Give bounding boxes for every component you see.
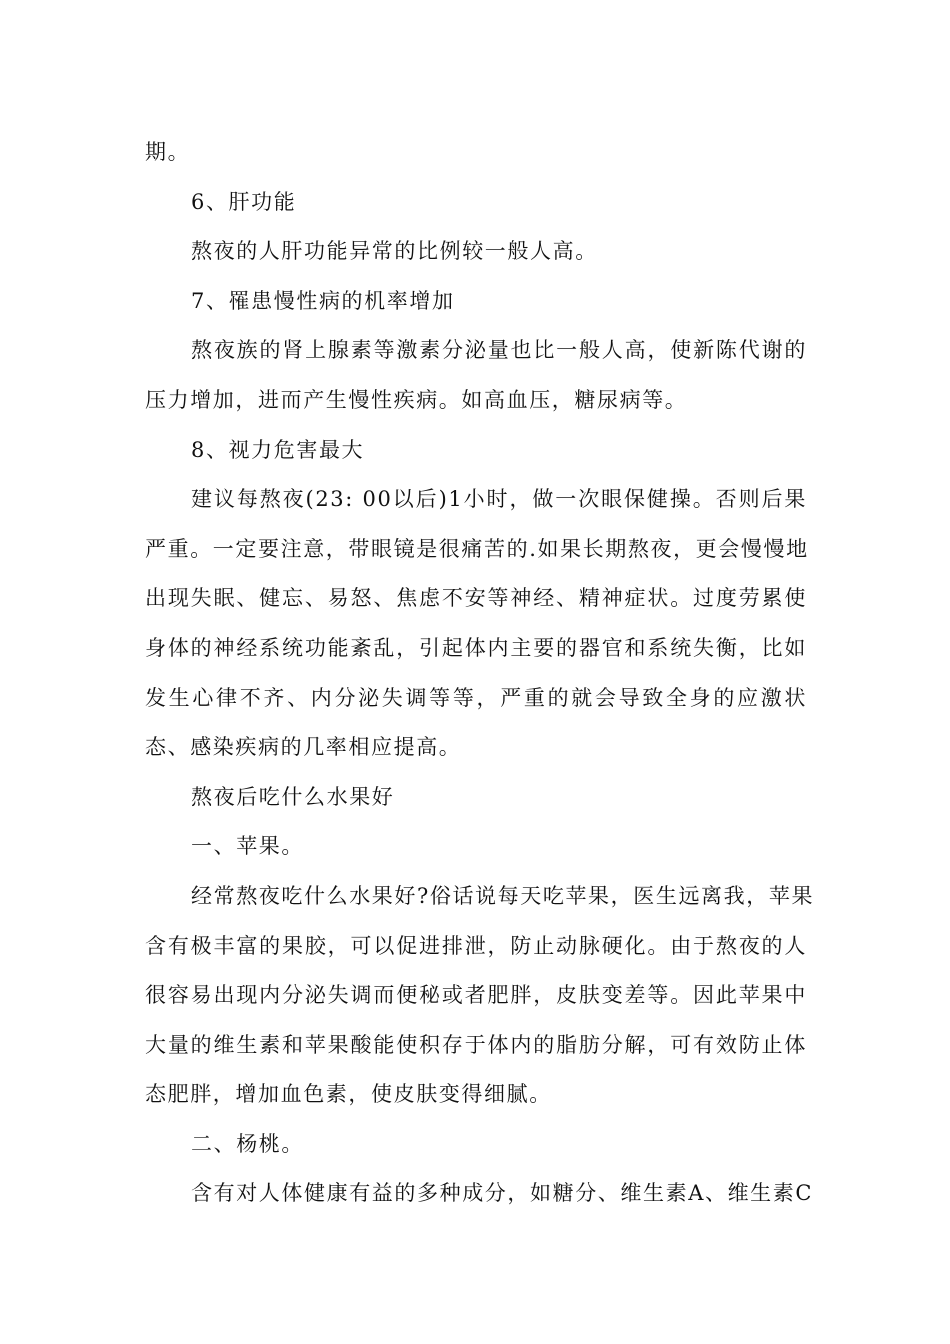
text-line: 建议每熬夜(23: 00以后)1小时，做一次眼保健操。否则后果 — [191, 487, 807, 512]
text-line: 态、感染疾病的几率相应提高。 — [145, 735, 462, 760]
text-line: 8、视力危害最大 — [191, 437, 365, 462]
text-line: 出现失眠、健忘、易怒、焦虑不安等神经、精神症状。过度劳累使 — [145, 586, 807, 611]
text-line: 6、肝功能 — [191, 189, 297, 214]
text-line: 大量的维生素和苹果酸能使积存于体内的脂肪分解，可有效防止体 — [145, 1032, 807, 1057]
document-body — [145, 128, 815, 1219]
text-line: 熬夜的人肝功能异常的比例较一般人高。 — [191, 239, 598, 264]
text-line: 熬夜后吃什么水果好 — [191, 784, 395, 809]
text-line: 压力增加，进而产生慢性疾病。如高血压，糖尿病等。 — [145, 387, 688, 412]
text-line: 态肥胖，增加血色素，使皮肤变得细腻。 — [145, 1082, 552, 1107]
text-line: 二、杨桃。 — [191, 1131, 304, 1156]
text-line: 期。 — [145, 140, 191, 164]
text-line: 7、罹患慢性病的机率增加 — [191, 288, 455, 313]
text-line: 一、苹果。 — [191, 834, 304, 859]
text-line: 熬夜族的肾上腺素等激素分泌量也比一般人高，使新陈代谢的 — [191, 338, 807, 363]
text-line: 严重。一定要注意，带眼镜是很痛苦的.如果长期熬夜，更会慢慢地 — [145, 536, 809, 561]
text-line: 身体的神经系统功能紊乱，引起体内主要的器官和系统失衡，比如 — [145, 635, 807, 660]
text-line: 经常熬夜吃什么水果好?俗话说每天吃苹果，医生远离我，苹果 — [191, 883, 815, 908]
text-line: 含有对人体健康有益的多种成分，如糖分、维生素A、维生素C — [191, 1181, 814, 1206]
text-line: 含有极丰富的果胶，可以促进排泄，防止动脉硬化。由于熬夜的人 — [145, 933, 807, 958]
text-line: 发生心律不齐、内分泌失调等等，严重的就会导致全身的应激状 — [145, 685, 807, 710]
text-line: 很容易出现内分泌失调而便秘或者肥胖，皮肤变差等。因此苹果中 — [145, 983, 807, 1008]
